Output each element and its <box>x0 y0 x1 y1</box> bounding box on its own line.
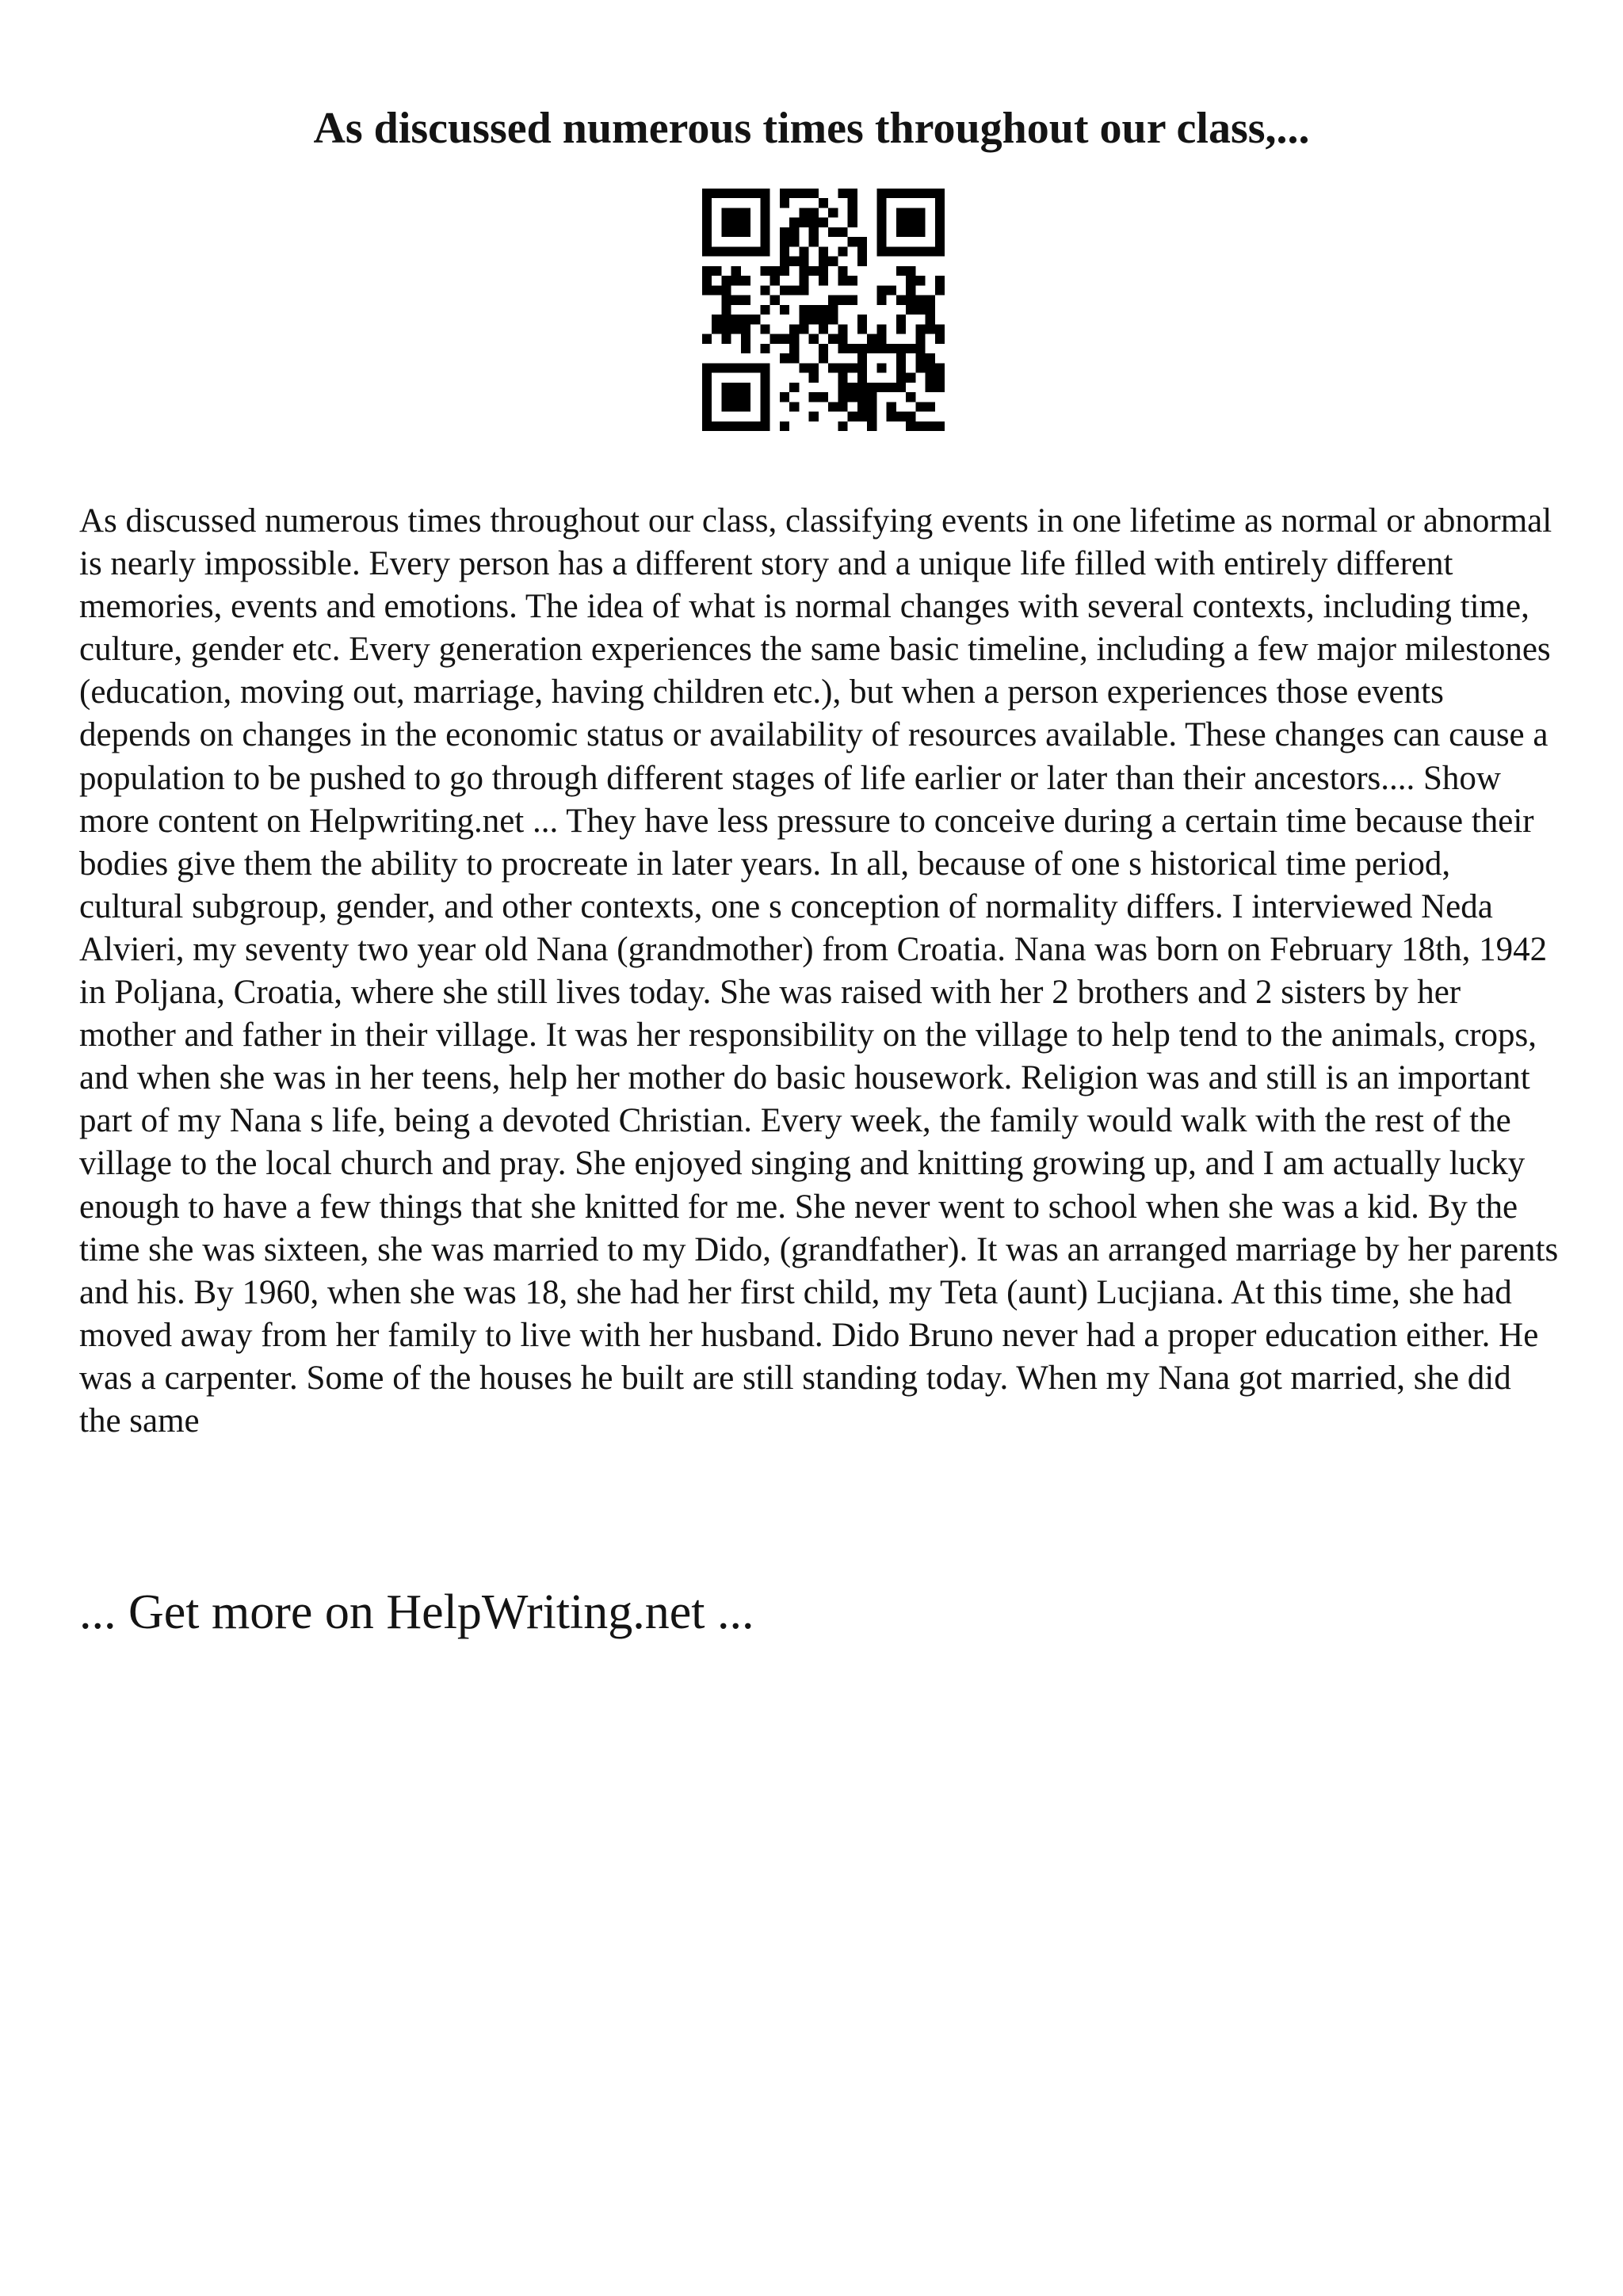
document-title: As discussed numerous times throughout our class,... <box>313 104 1310 153</box>
qr-code-icon[interactable] <box>702 189 945 431</box>
get-more-link[interactable]: ... Get more on HelpWriting.net ... <box>79 1585 754 1639</box>
document-body: As discussed numerous times throughout our class, classifying events in one lifetime as normal or abnormal is nearly impossible. Every person has a different story and a unique life filled with entirely different memories, events and emotions. The idea of what is normal changes with several contexts, including time, culture, gender etc. Every generation experiences the same basic timeline, including a few major milestones (education, moving out, marriage, having children etc.), but when a person experiences those events depends on changes in the economic status or availability of resources available. These changes can cause a population to be pushed to go through different stages of life earlier or later than their ancestors.... Show more content on Helpwriting.net ... They have less pressure to conceive during a certain time because their bodies give them the ability to procreate in later years. In all, because of one s historical time period, cultural subgroup, gender, and other contexts, one s conception of normality differs. I interviewed Neda Alvieri, my seventy two year old Nana (grandmother) from Croatia. Nana was born on February 18th, 1942 in Poljana, Croatia, where she still lives today. She was raised with her 2 brothers and 2 sisters by her mother and father in their village. It was her responsibility on the village to help tend to the animals, crops, and when she was in her teens, help her mother do basic housework. Religion was and still is an important part of my Nana s life, being a devoted Christian. Every week, the family would walk with the rest of the village to the local church and pray. She enjoyed singing and knitting growing up, and I am actually lucky enough to have a few things that she knitted for me. She never went to school when she was a kid. By the time she was sixteen, she was married to my Dido, (grandfather). It was an arranged marriage by her parents and his. By 1960, when she was 18, she had her first child, my Teta (aunt) Lucjiana. At this time, she had moved away from her family to live with her husband. Dido Bruno never had a proper education either. He was a carpenter. Some of the houses he built are still standing today. When my Nana got married, she did the same <box>79 502 1559 1440</box>
